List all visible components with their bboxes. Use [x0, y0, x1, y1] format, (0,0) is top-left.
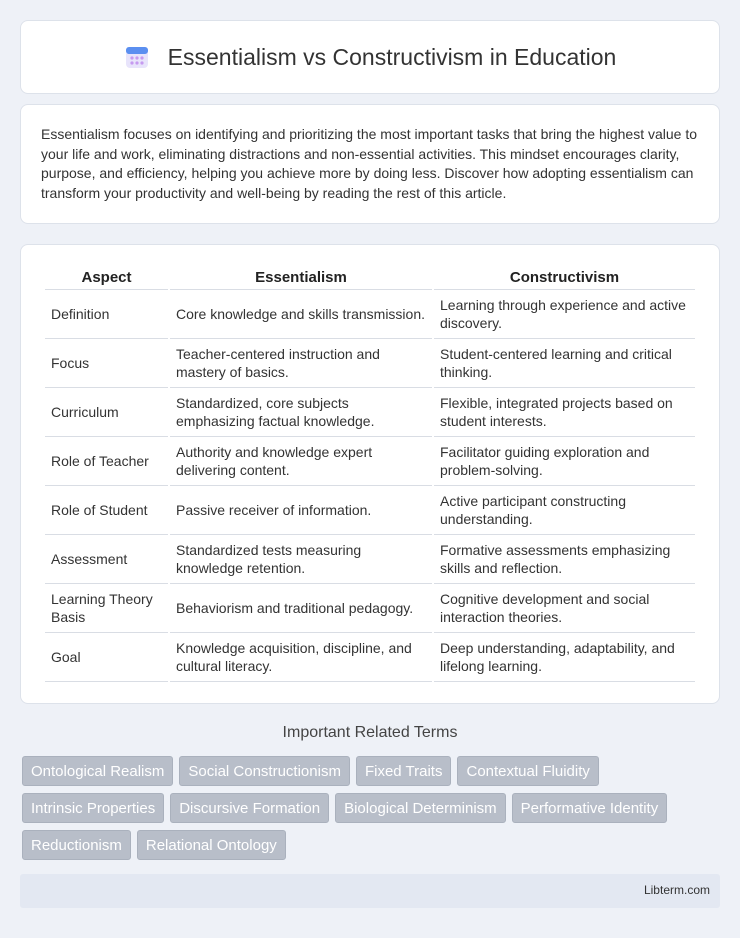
tag-intrinsic-properties[interactable]: Intrinsic Properties [22, 793, 164, 823]
constructivism-cell: Cognitive development and social interaction theories. [434, 584, 695, 633]
table-row [45, 437, 695, 486]
aspect-cell: Assessment [45, 535, 168, 584]
essentialism-cell: Behaviorism and traditional pedagogy. [170, 584, 432, 633]
related-terms-title: Important Related Terms [282, 724, 458, 741]
essentialism-cell: Teacher-centered instruction and mastery of basics. [170, 339, 432, 388]
aspect-cell: Curriculum [45, 388, 168, 437]
aspect-cell: Goal [45, 633, 168, 682]
essentialism-cell: Authority and knowledge expert delivering content. [170, 437, 432, 486]
aspect-cell: Focus [45, 339, 168, 388]
related-terms-list [22, 756, 722, 860]
aspect-cell: Definition [45, 290, 168, 339]
page-title: Essentialism vs Constructivism in Education [167, 43, 617, 70]
constructivism-cell: Student-centered learning and critical thinking. [434, 339, 695, 388]
table-row [45, 633, 695, 682]
comparison-card [20, 244, 720, 704]
table-row [45, 339, 695, 388]
table-row [45, 388, 695, 437]
calendar-icon [124, 44, 150, 70]
intro-card [20, 104, 720, 224]
header [124, 44, 617, 71]
table-row [45, 290, 695, 339]
tag-social-constructionism[interactable]: Social Constructionism [179, 756, 350, 786]
constructivism-cell: Active participant constructing understanding. [434, 486, 695, 535]
constructivism-cell: Deep understanding, adaptability, and lifelong learning. [434, 633, 695, 682]
tag-contextual-fluidity[interactable]: Contextual Fluidity [457, 756, 598, 786]
table-row [45, 486, 695, 535]
header-card [20, 20, 720, 94]
tag-performative-identity[interactable]: Performative Identity [512, 793, 668, 823]
constructivism-cell: Facilitator guiding exploration and problem-solving. [434, 437, 695, 486]
tag-biological-determinism[interactable]: Biological Determinism [335, 793, 506, 823]
essentialism-cell: Standardized tests measuring knowledge retention. [170, 535, 432, 584]
constructivism-cell: Learning through experience and active discovery. [434, 290, 695, 339]
tag-relational-ontology[interactable]: Relational Ontology [137, 830, 286, 860]
footer [20, 874, 720, 908]
column-header-essentialism: Essentialism [170, 265, 432, 290]
tag-ontological-realism[interactable]: Ontological Realism [22, 756, 173, 786]
essentialism-cell: Knowledge acquisition, discipline, and cultural literacy. [170, 633, 432, 682]
table-row [45, 584, 695, 633]
essentialism-cell: Standardized, core subjects emphasizing factual knowledge. [170, 388, 432, 437]
constructivism-cell: Formative assessments emphasizing skills and reflection. [434, 535, 695, 584]
tag-reductionism[interactable]: Reductionism [22, 830, 131, 860]
essentialism-cell: Core knowledge and skills transmission. [170, 290, 432, 339]
column-header-constructivism: Constructivism [434, 265, 695, 290]
column-header-aspect: Aspect [45, 265, 168, 290]
tag-discursive-formation[interactable]: Discursive Formation [170, 793, 329, 823]
table-header-row [45, 265, 695, 290]
comparison-table [43, 265, 697, 682]
constructivism-cell: Flexible, integrated projects based on student interests. [434, 388, 695, 437]
intro-paragraph: Essentialism focuses on identifying and prioritizing the most important tasks that bring the highest value to your life and work, eliminating distractions and non-essential activities. This mindset encourages clarity, purpose, and efficiency, helping you achieve more by doing less. Discover how adopting essentialism can transform your productivity and well-being by reading the rest of this article. [41, 126, 698, 201]
aspect-cell: Learning Theory Basis [45, 584, 168, 633]
essentialism-cell: Passive receiver of information. [170, 486, 432, 535]
table-row [45, 535, 695, 584]
aspect-cell: Role of Student [45, 486, 168, 535]
footer-site-link[interactable]: Libterm.com [643, 883, 710, 897]
tag-fixed-traits[interactable]: Fixed Traits [356, 756, 452, 786]
aspect-cell: Role of Teacher [45, 437, 168, 486]
